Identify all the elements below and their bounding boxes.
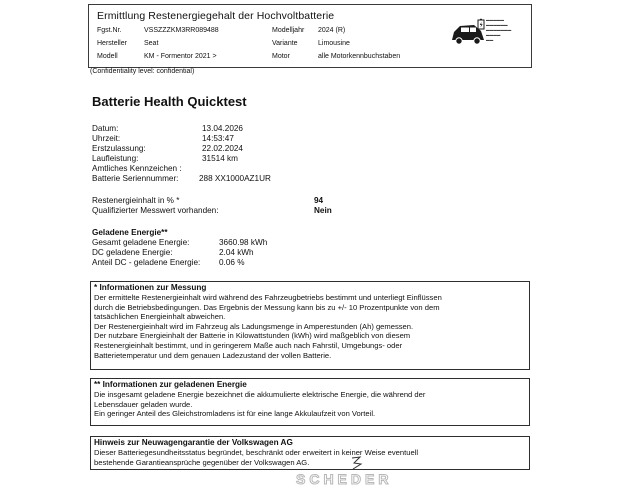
info-messung-line: tatsächlichen Energieinhalt abweichen. <box>94 312 226 322</box>
confidentiality-note: (Confidentiality level: confidential) <box>90 68 195 75</box>
info-energie-line: Die insgesamt geladene Energie bezeichnet die akkumulierte elektrische Energie, die während der <box>94 390 426 399</box>
info-messung-line: Der nutzbare Energieinhalt der Batterie in Kilowattstunden (kWh) wird maßgeblich von diesem <box>94 331 411 341</box>
header-title: Ermittlung Restenergiegehalt der Hochvoltbatterie <box>97 10 335 22</box>
qualifiziert-value: Nein <box>314 206 332 215</box>
signature-scribble <box>350 455 364 471</box>
anteil-value: 0.06 % <box>219 258 245 267</box>
charged-title: Geladene Energie** <box>92 228 168 237</box>
info-messung-line: durch die Betriebsbedingungen. Das Ergebnis der Messung kann bis zu +/- 10 Prozentpunkte von dem <box>94 302 440 312</box>
restenergie-value: 94 <box>314 196 324 205</box>
logo-small-text: ▬▬▬▬▬ ▬▬▬▬▬▬ ▬▬▬▬▬▬▬ ▬▬▬▬ ▬▬ <box>486 18 512 42</box>
hersteller-label: Hersteller <box>97 40 127 47</box>
hinweis-title: Hinweis zur Neuwagengarantie der Volkswagen AG <box>94 438 293 447</box>
laufleistung-value: 31514 km <box>202 154 238 163</box>
modell-value: KM - Formentor 2021 > <box>144 53 217 60</box>
modelljahr-label: Modelljahr <box>272 27 305 34</box>
info-energie-line: Lebensdauer geladen wurde. <box>94 399 193 409</box>
dc-label: DC geladene Energie: <box>92 248 173 257</box>
info-messung-box <box>90 281 530 370</box>
uhrzeit-label: Uhrzeit: <box>92 134 121 143</box>
variante-value: Limousine <box>318 40 350 47</box>
info-energie-line: Ein geringer Anteil des Gleichstromladens ist für eine lange Akkulaufzeit von Vorteil. <box>94 409 376 419</box>
anteil-label: Anteil DC - geladene Energie: <box>92 258 201 267</box>
info-messung-line: Der ermittelte Restenergieinhalt wird während des Fahrzeugbetriebs bestimmt und unterliegt Einflüssen <box>94 293 442 302</box>
info-messung-line: Batterietemperatur und dem genauen Ladezustand der vollen Batterie. <box>94 350 332 360</box>
fgst-value: VSSZZZKM3RR089488 <box>144 27 219 34</box>
motor-value: alle Motorkennbuchstaben <box>318 53 401 60</box>
seriennummer-value: 288 XX1000AZ1UR <box>199 174 271 183</box>
datum-value: 13.04.2026 <box>202 124 243 133</box>
dc-value: 2.04 kWh <box>219 248 254 257</box>
uhrzeit-value: 14:53:47 <box>202 134 234 143</box>
hinweis-line: Dieser Batteriegesundheitsstatus begründet, beschränkt oder erweitert in keiner Weise eventuell <box>94 448 419 457</box>
gesamt-label: Gesamt geladene Energie: <box>92 238 190 247</box>
info-messung-line: Der Restenergieinhalt wird im Fahrzeug als Ladungsmenge in Amperestunden (Ah) gemessen. <box>94 321 414 331</box>
erstzulassung-label: Erstzulassung: <box>92 144 146 153</box>
variante-label: Variante <box>272 40 298 47</box>
datum-label: Datum: <box>92 124 119 133</box>
motor-label: Motor <box>272 53 290 60</box>
modelljahr-value: 2024 (R) <box>318 27 346 34</box>
hinweis-box <box>90 436 530 470</box>
page-title: Batterie Health Quicktest <box>92 94 247 109</box>
restenergie-label: Restenergieinhalt in % * <box>92 196 180 205</box>
hinweis-line: bestehende Garantieansprüche gegenüber der Volkswagen AG. <box>94 457 310 467</box>
seriennummer-label: Batterie Seriennummer: <box>92 174 179 183</box>
info-energie-title: ** Informationen zur geladenen Energie <box>94 380 247 389</box>
info-messung-title: * Informationen zur Messung <box>94 283 207 292</box>
dealer-watermark: SCHEDER <box>296 471 393 487</box>
fgst-label: Fgst.Nr. <box>97 27 122 34</box>
gesamt-value: 3660.98 kWh <box>219 238 268 247</box>
laufleistung-label: Laufleistung: <box>92 154 139 163</box>
erstzulassung-value: 22.02.2024 <box>202 144 243 153</box>
kennzeichen-label: Amtliches Kennzeichen : <box>92 164 182 173</box>
info-messung-line: Restenergieinhalt bestimmt, und in geringerem Maße auch nach Fahrstil, Umgebungs- oder <box>94 340 403 350</box>
qualifiziert-label: Qualifizierter Messwert vorhanden: <box>92 206 219 215</box>
modell-label: Modell <box>97 53 118 60</box>
info-energie-box <box>90 378 530 426</box>
hersteller-value: Seat <box>144 40 159 47</box>
